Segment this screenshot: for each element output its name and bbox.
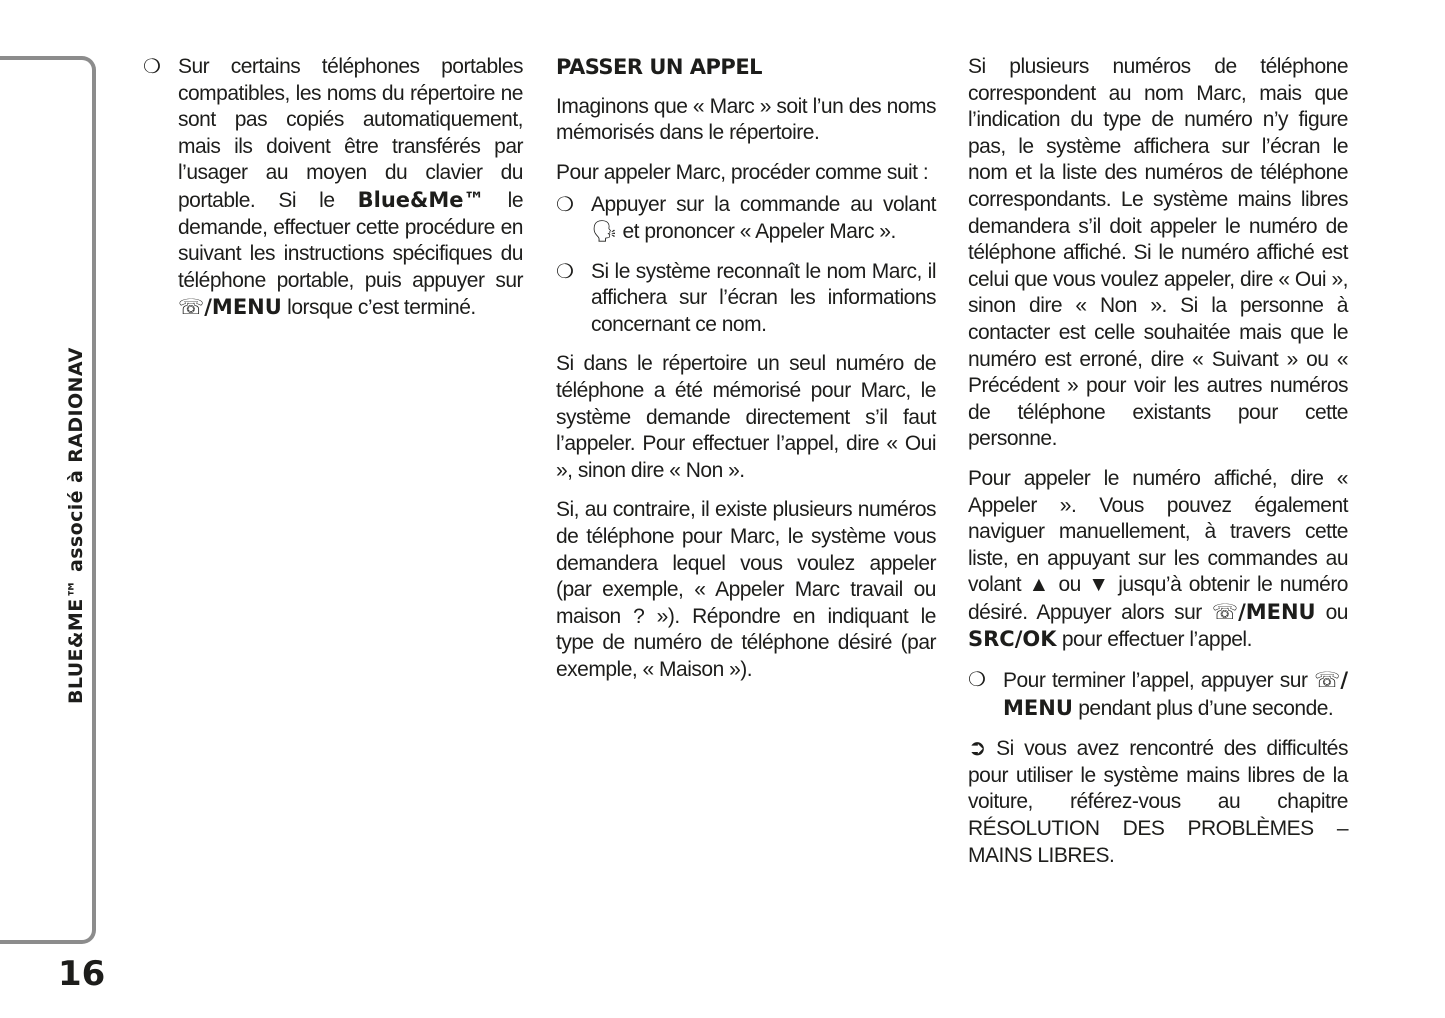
text-span: Pour terminer l’appel, appuyer sur bbox=[1003, 669, 1315, 693]
section-title-vertical: BLUE&ME™ associé à RADIONAV bbox=[65, 347, 87, 704]
text-span: Appuyer sur la commande au volant 🗣 et prononcer « Appeler Marc ». bbox=[591, 193, 936, 243]
text-span: Sur certains téléphones portables compatibles, les noms du répertoire ne sont pas copiés automatiquement, mais ils doivent être transférés par l’usager au moyen du clavier du portable. Si le bbox=[178, 55, 523, 212]
paragraph: Si plusieurs numéros de téléphone correspondent au nom Marc, mais que l’indication du type de numéro n’y figure pas, le système affichera sur l’écran le nom et la liste des numéros de téléphone correspondants. Le système mains libres demandera s’il doit appeler le numéro de téléphone affiché. Si le numéro affiché est celui que vous voulez appeler, dire « Oui », sinon dire « Non ». Si la personne à contacter est celle souhaitée mais que le numéro est erroné, dire « Suivant » ou « Précédent » pour voir les autres numéros de téléphone existants pour cette personne. bbox=[968, 55, 1348, 451]
bullet-item bbox=[968, 667, 1348, 722]
text-span: pour effectuer l’appel. bbox=[1056, 628, 1252, 652]
note-paragraph bbox=[968, 735, 1348, 869]
menu-key-label: ☏/ MENU bbox=[1003, 668, 1348, 720]
column-1 bbox=[143, 54, 523, 335]
brand-name: Blue&Me™ bbox=[357, 187, 485, 212]
bullet-item bbox=[556, 259, 936, 339]
paragraph bbox=[968, 466, 1348, 654]
text-span: Pour appeler le numéro affiché, dire « Appeler ». Vous pouvez également naviguer manuellement, à travers cette liste, en appuyant sur les commandes au volant ▲ ou ▼ jusqu’à obtenir le numéro désiré. Appuyer alors sur bbox=[968, 466, 1348, 624]
paragraph: Si dans le répertoire un seul numéro de téléphone a été mémorisé pour Marc, le système demande directement s’il faut l’appeler. Pour effectuer l’appel, dire « Oui », sinon dire « Non ». bbox=[556, 352, 936, 482]
text-span: lorsque c’est terminé. bbox=[281, 296, 476, 320]
src-ok-key-label: SRC/OK bbox=[968, 627, 1057, 652]
section-heading: PASSER UN APPEL bbox=[556, 55, 763, 79]
paragraph: Pour appeler Marc, procéder comme suit : bbox=[556, 160, 929, 184]
text-span: Si le système reconnaît le nom Marc, il affichera sur l’écran les informations concernant ce nom. bbox=[591, 259, 936, 336]
menu-key-label: ☏/MENU bbox=[178, 295, 282, 320]
bullet-circle-icon: ❍ bbox=[556, 194, 574, 217]
page-number: 16 bbox=[58, 954, 106, 994]
bullet-item bbox=[143, 54, 523, 322]
bullet-circle-icon: ❍ bbox=[143, 56, 161, 78]
bullet-item bbox=[556, 192, 936, 245]
menu-key-label: ☏/MENU bbox=[1211, 599, 1316, 624]
paragraph: Imaginons que « Marc » soit l’un des noms mémorisés dans le répertoire. bbox=[556, 94, 936, 145]
paragraph: Si, au contraire, il existe plusieurs numéros de téléphone pour Marc, le système vous demandera lequel vous voulez appeler (par exemple, « Appeler Marc travail ou maison ? »). Répondre en indiquant le type de numéro de téléphone désiré (par exemple, « Maison »). bbox=[556, 498, 936, 681]
column-3 bbox=[968, 54, 1348, 882]
note-arrow-icon: ➲ bbox=[968, 735, 986, 761]
bullet-circle-icon: ❍ bbox=[556, 260, 574, 283]
text-span: le demande, effectuer cette procédure en suivant les instructions spécifiques du téléphone portable, puis appuyer sur bbox=[178, 188, 523, 292]
text-span: ou bbox=[1315, 600, 1348, 624]
text-span: Si vous avez rencontré des difficultés pour utiliser le système mains libres de la voiture, référez-vous au chapitre RÉSOLUTION DES PROBLÈMES – MAINS LIBRES. bbox=[968, 737, 1348, 867]
bullet-circle-icon: ❍ bbox=[968, 669, 986, 692]
column-2 bbox=[556, 54, 936, 696]
text-span: pendant plus d’une seconde. bbox=[1072, 696, 1334, 720]
